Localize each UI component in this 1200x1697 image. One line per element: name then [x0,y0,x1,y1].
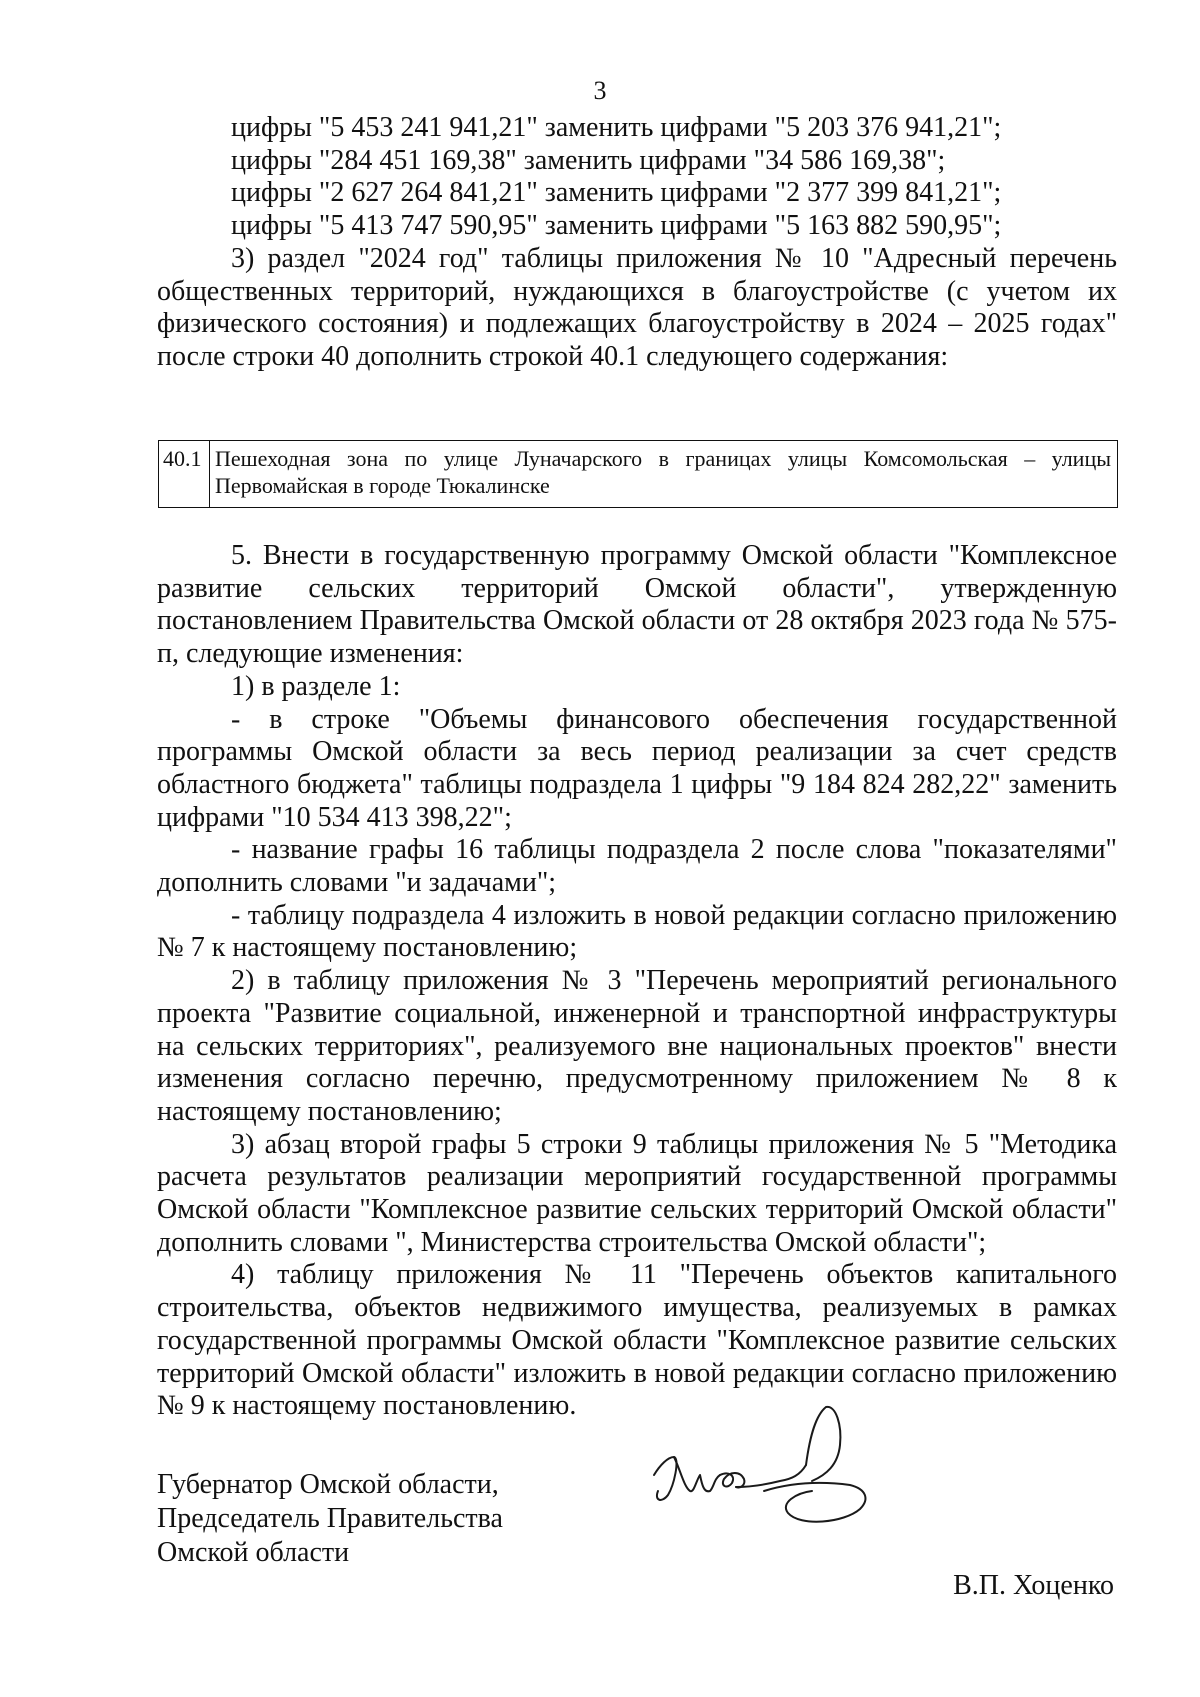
signatory-name: В.П. Хоценко [953,1570,1114,1601]
table-row-number: 40.1 [159,441,210,507]
section-5-item-1a: - в строке "Объемы финансового обеспечения государственной программы Омской области за весь период реализации за счет средств областного бюджета" таблицы подраздела 1 цифры "9 184 824 282,22" заменить цифрами "10 534 413 398,22"; [157,703,1117,833]
signatory-title-line: Губернатор Омской области, [157,1469,499,1500]
table-row [158,440,1118,508]
section-5-item-1b: - название графы 16 таблицы подраздела 2 после слова "показателями" дополнить словами "и задачами"; [157,834,1117,899]
section-5-item-1c: - таблицу подраздела 4 изложить в новой редакции согласно приложению № 7 к настоящему постановлению; [157,899,1117,964]
handwritten-signature [640,1395,900,1595]
intro-line: цифры "284 451 169,38" заменить цифрами "34 586 169,38"; [231,144,946,176]
item-3-paragraph: 3) раздел "2024 год" таблицы приложения № 10 "Адресный перечень общественных территорий, нуждающихся в благоустройстве (с учетом их физического состояния) и подлежащих благоустройству в 2024 – 2025 годах" после строки 40 дополнить строкой 40.1 следующего содержания: [157,242,1117,372]
section-5-item-4: 4) таблицу приложения № 11 "Перечень объектов капитального строительства, объектов недвижимого имущества, реализуемых в рамках государственной программы Омской области "Комплексное развитие сельских территорий Омской области" изложить в новой редакции согласно приложению № 9 к настоящему постановлению. [157,1259,1117,1422]
signatory-title-line: Омской области [157,1537,350,1568]
signatory-title [157,1468,503,1570]
section-5-item-3: 3) абзац второй графы 5 строки 9 таблицы приложения № 5 "Методика расчета результатов реализации мероприятий государственной программы Омской области "Комплексное развитие сельских территорий Омской области" дополнить словами ", Министерства строительства Омской области"; [157,1128,1117,1258]
page-number: 3 [593,76,607,105]
section-5-item-2: 2) в таблицу приложения № 3 "Перечень мероприятий регионального проекта "Развитие социальной, инженерной и транспортной инфраструктуры на сельских территориях", реализуемого вне национальных проектов" внести изменения согласно перечню, предусмотренному приложением № 8 к настоящему постановлению; [157,965,1117,1127]
intro-line: цифры "5 413 747 590,95" заменить цифрами "5 163 882 590,95"; [231,210,1002,242]
section-5-item-1: 1) в разделе 1: [231,670,401,702]
section-5-block [157,540,1117,1423]
table-row-text: Пешеходная зона по улице Луначарского в границах улицы Комсомольская – улицы Первомайская в городе Тюкалинске [215,446,1111,498]
intro-block [157,112,1117,374]
intro-line: цифры "2 627 264 841,21" заменить цифрами "2 377 399 841,21"; [231,177,1002,209]
section-5-intro: 5. Внести в государственную программу Омской области "Комплексное развитие сельских территорий Омской области", утвержденную постановлением Правительства Омской области от 28 октября 2023 года № 575-п, следующие изменения: [157,540,1117,670]
signatory-title-line: Председатель Правительства [157,1503,503,1534]
intro-line: цифры "5 453 241 941,21" заменить цифрами "5 203 376 941,21"; [231,112,1002,143]
